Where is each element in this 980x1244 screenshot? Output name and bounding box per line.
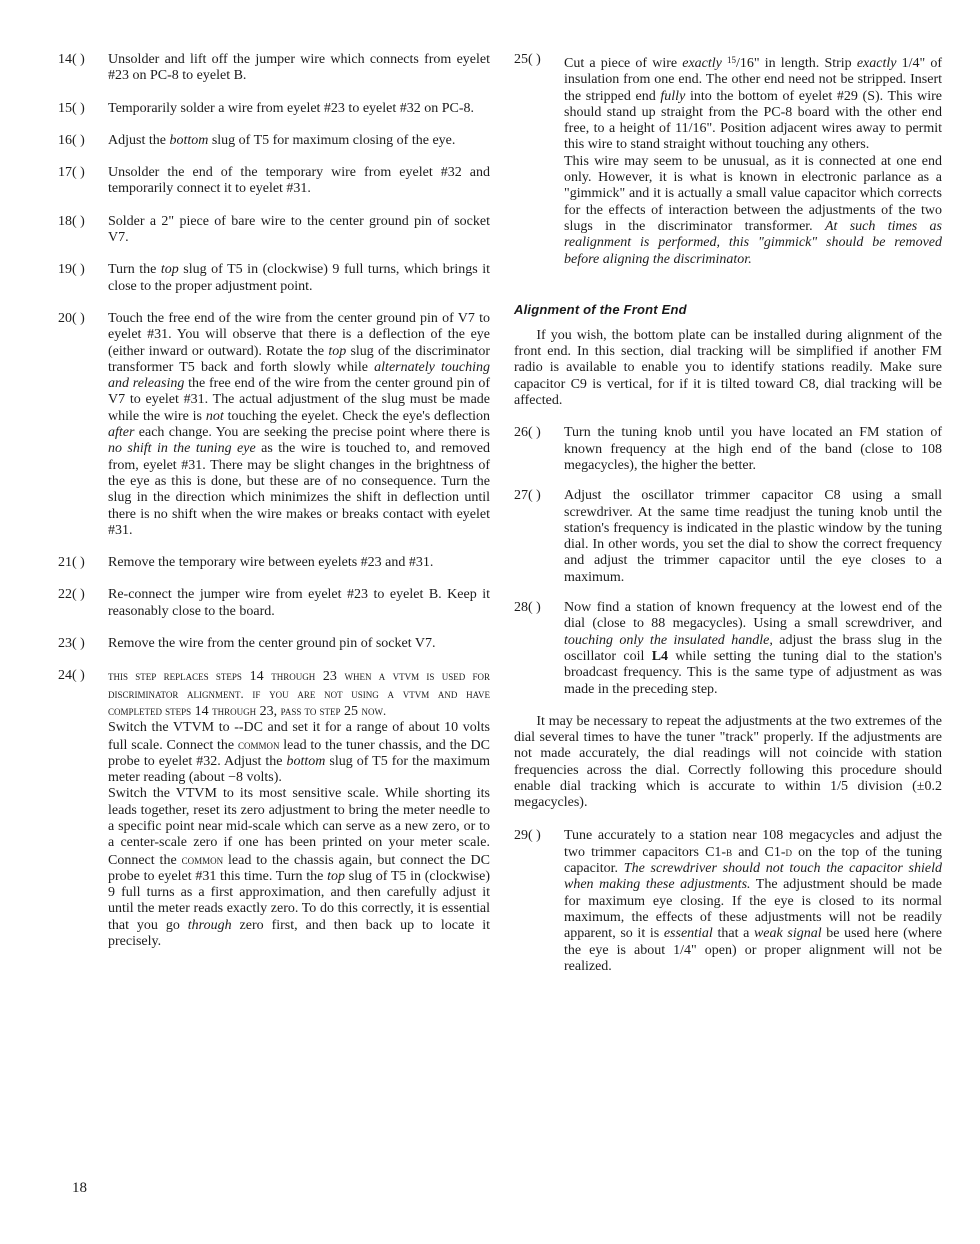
step-number-checkbox: 22( ) xyxy=(58,587,85,603)
step-number-checkbox: 14( ) xyxy=(58,52,85,67)
text-run: Solder a 2" piece of bare wire to the center ground pin of socket V7. xyxy=(108,213,490,246)
text-run: slug of T5 for the maximum meter reading (about −8 volts). xyxy=(108,753,490,786)
step-item xyxy=(514,425,942,474)
text-run: Temporarily solder a wire from eyelet #23 to eyelet #32 on PC-8. xyxy=(108,100,475,116)
text-run: 23, xyxy=(256,703,281,719)
text-run: The screwdriver should not touch the capacitor shield when making these adjustments. xyxy=(564,861,943,893)
tracking-paragraph xyxy=(514,714,942,812)
text-run: exactly xyxy=(856,56,897,71)
step-text xyxy=(108,101,490,117)
text-run: that a xyxy=(712,926,754,942)
step-item xyxy=(514,488,942,586)
text-run: as the wire is touched to, and removed from, eyelet #31. There may be slight changes in the brightness of the eye as this is done, but these are of no consequence. Turn the slug in the direction which minimizes the shift in deflection until there is no shift when the wire makes or breaks contact with eyelet #31. xyxy=(108,441,491,538)
text-run: This wire may seem to be unusual, as it is connected at one end only. However, it is what is known in electronic parlance as a "gimmick" and it is actually a small value capacitor which corrects for the effects of interaction between the adjustments of the two slugs in the discriminator transformer. xyxy=(564,153,942,234)
step-item xyxy=(58,636,490,652)
text-run: now. xyxy=(361,703,387,718)
text-run: through xyxy=(187,917,232,933)
text-run: exactly xyxy=(682,56,722,71)
step-item xyxy=(58,311,490,539)
text-run: and C1- xyxy=(732,844,786,860)
text-run: Cut a piece of wire xyxy=(564,56,683,71)
text-run: fully xyxy=(660,88,686,104)
text-run: top xyxy=(160,262,179,278)
step-item xyxy=(514,600,942,698)
step-text xyxy=(108,587,490,620)
text-run: this step replaces steps xyxy=(108,669,242,684)
step-text xyxy=(564,52,942,268)
text-run: weak signal xyxy=(753,926,822,942)
text-run: 25 xyxy=(340,703,362,719)
text-run: /16" in length. Strip xyxy=(736,56,857,71)
text-run: lead to the tuner chassis, and the DC probe to eyelet #32. Adjust the xyxy=(108,737,490,769)
text-run: Turn the xyxy=(108,262,161,278)
step-text xyxy=(564,425,942,474)
text-run: not xyxy=(205,408,224,424)
text-run: Unsolder and lift off the jumper wire which connects from eyelet #23 on PC-8 to eyelet B. xyxy=(108,52,490,84)
text-run: The adjustment should be made for maximum eye closing. If the eye is closed to its normal maximum, the effects of these adjustments will not be readily apparent, so it is xyxy=(564,877,942,942)
step-number-checkbox: 20( ) xyxy=(58,310,85,326)
text-run: touching the eyelet. Check the eye's deflection xyxy=(223,408,491,424)
step-text xyxy=(108,133,490,149)
text-run: slug of the discriminator transformer T5 back and forth slowly while xyxy=(108,343,490,375)
text-run: 14 xyxy=(191,703,213,719)
text-run: 1/4" of insulation from one end. The other end need not be stripped. Insert the stripped end xyxy=(564,56,943,104)
text-run: slug of T5 in (clockwise) 9 full turns, which brings it close to the proper adjustment point. xyxy=(108,262,490,294)
text-run: Now find a station of known frequency at the lowest end of the dial (close to 88 megacycles). Using a small screwdriver, and xyxy=(564,600,942,632)
step-text xyxy=(108,668,490,950)
step-number-checkbox: 28( ) xyxy=(514,600,541,616)
text-run: At such times as realignment is performed, this "gimmick" should be removed before aligning the discriminator. xyxy=(564,218,942,267)
text-run: while setting the tuning dial to the station's broadcast frequency. This is the same type of adjustment as was made in the preceding step. xyxy=(564,648,942,697)
step-item xyxy=(58,262,490,295)
text-run: no shift in the tuning eye xyxy=(108,441,256,457)
text-run: be used here (where the eye is about 1/4" open) or proper alignment will not be realized. xyxy=(564,926,942,974)
step-item xyxy=(58,587,490,620)
page-number: 18 xyxy=(72,1180,87,1196)
text-run: on the top of the tuning capacitor. xyxy=(564,844,942,877)
text-run: d xyxy=(785,844,792,859)
text-run: adjust the brass slug in the oscillator coil xyxy=(564,632,942,664)
step-text xyxy=(108,52,490,85)
text-run: Adjust the xyxy=(108,132,170,148)
step-text xyxy=(108,636,490,652)
intro-paragraph xyxy=(514,328,942,409)
step-number-checkbox: 21( ) xyxy=(58,555,85,571)
text-run: common xyxy=(181,852,224,867)
text-run: Touch the free end of the wire from the center ground pin of V7 to eyelet #31. You will observe that there is a deflection of the eye (either inward or outward). Rotate the xyxy=(108,310,490,359)
text-run: top xyxy=(327,868,345,884)
text-run: If you wish, the bottom plate can be installed during alignment of the front end. In this section, dial tracking will be simplified if another FM radio is available to enable you to identify stations readily. Make sure capacitor C9 is vertical, for if it is tilted toward C8, dial tracking will be affected. xyxy=(514,327,942,409)
text-run: bottom xyxy=(169,132,209,148)
step-item xyxy=(58,214,490,247)
step-text xyxy=(564,488,942,586)
step-number-checkbox: 18( ) xyxy=(58,213,85,229)
step-text xyxy=(108,262,490,295)
step-item xyxy=(58,555,490,571)
step-number-checkbox: 25( ) xyxy=(514,52,541,67)
text-run: common xyxy=(237,737,280,752)
step-item xyxy=(514,52,942,268)
step-text xyxy=(564,828,942,976)
step-item xyxy=(58,668,490,950)
text-run: zero first, and then back up to locate it precisely. xyxy=(108,917,490,950)
step-number-checkbox: 29( ) xyxy=(514,827,541,843)
text-run: Remove the wire from the center ground pin of socket V7. xyxy=(108,636,436,652)
text-run: Switch the VTVM to --DC and set it for a range of about 10 volts full scale. Connect the xyxy=(108,720,490,753)
text-run: 14 xyxy=(241,669,272,685)
step-number-checkbox: 19( ) xyxy=(58,262,85,278)
text-run: slug of T5 in (clockwise) 9 full turns as a first approximation, and then carefully adjust it until the meter reads exactly zero. To do this correctly, it is essential that you go xyxy=(108,868,490,933)
text-run: slug of T5 for maximum closing of the eye. xyxy=(208,132,456,148)
step-number-checkbox: 17( ) xyxy=(58,165,85,181)
text-run: each change. You are seeking the precise point where there is xyxy=(134,425,490,441)
step-number-checkbox: 26( ) xyxy=(514,425,541,441)
text-run: when a vtvm is used for discriminator alignment. if you are not using a vtvm and have completed steps xyxy=(108,669,490,718)
text-run: lead to the chassis again, but connect the DC probe to eyelet #31 this time. Turn the xyxy=(108,852,490,884)
text-run: top xyxy=(328,343,347,359)
text-run: It may be necessary to repeat the adjustments at the two extremes of the dial several times to have the tuner "track" properly. If the adjustments are not made accurately, the dial readings will not coincide with station frequencies across the dial. Correctly following this procedure should enable dial tracking which is accurate to within 1/5 division (±0.2 megacycles). xyxy=(514,713,942,811)
step-number-checkbox: 27( ) xyxy=(514,488,541,504)
step-number-checkbox: 15( ) xyxy=(58,100,85,116)
text-run: the free end of the wire from the center ground pin of V7 to eyelet #31. The actual adjustment of the slug must be made while the wire is xyxy=(108,376,490,424)
section-heading: Alignment of the Front End xyxy=(514,301,687,317)
step-item xyxy=(58,165,490,198)
text-run: Unsolder the end of the temporary wire from eyelet #32 and temporarily connect it to eyelet #31. xyxy=(108,165,490,197)
step-text xyxy=(108,311,490,539)
text-run: Tune accurately to a station near 108 megacycles and adjust the two trimmer capacitors C1- xyxy=(564,827,942,860)
step-text xyxy=(564,600,942,698)
step-number-checkbox: 16( ) xyxy=(58,132,85,148)
text-run: into the bottom of eyelet #29 (S). This wire should stand up straight from the PC-8 board with the other end free, to a height of 11/16". Position adjacent wires away to permit this wire to stand straight without touching any others. xyxy=(564,88,942,153)
text-run: L4 xyxy=(651,648,669,664)
text-run: Remove the temporary wire between eyelets #23 and #31. xyxy=(108,555,434,571)
text-run: 23 xyxy=(315,669,345,685)
step-text xyxy=(108,555,490,571)
text-run: through xyxy=(271,669,316,684)
step-item xyxy=(58,101,490,117)
text-run: bottom xyxy=(286,753,326,769)
step-item xyxy=(514,828,942,976)
text-run: Re-connect the jumper wire from eyelet #23 to eyelet B. Keep it reasonably close to the board. xyxy=(108,587,490,619)
text-run: pass to step xyxy=(280,703,341,718)
right-column xyxy=(514,52,942,975)
text-run: after xyxy=(108,425,135,441)
text-run: Turn the tuning knob until you have located an FM station of known frequency at the high end of the band (close to 108 megacycles), the higher the better. xyxy=(564,425,942,473)
text-run: through xyxy=(212,703,257,718)
left-column xyxy=(58,52,490,950)
text-run: b xyxy=(726,844,733,859)
step-text xyxy=(108,214,490,247)
step-text xyxy=(108,165,490,198)
text-run: alternately touching and releasing xyxy=(108,359,490,392)
step-number-checkbox: 24( ) xyxy=(58,668,85,684)
text-run: Switch the VTVM to its most sensitive scale. While shorting its leads together, reset its zero adjustment to bring the meter needle to a specific point near mid-scale which can serve as a new zero, or to a center-scale zero if one has been printed on your meter scale. Connect the xyxy=(108,786,490,868)
text-run: Adjust the oscillator trimmer capacitor C8 using a small screwdriver. At the same time readjust the tuning knob until the station's frequency is indicated in the plastic window by the tuning dial. In other words, you set the dial to show the correct frequency and adjust the trimmer capacitor until the eye closes to a maximum. xyxy=(564,488,942,585)
step-item xyxy=(58,52,490,85)
step-item xyxy=(58,133,490,149)
step-number-checkbox: 23( ) xyxy=(58,636,85,652)
text-run: essential xyxy=(663,926,713,942)
text-run: touching only the insulated handle, xyxy=(564,632,773,648)
text-run: 15 xyxy=(727,55,737,65)
